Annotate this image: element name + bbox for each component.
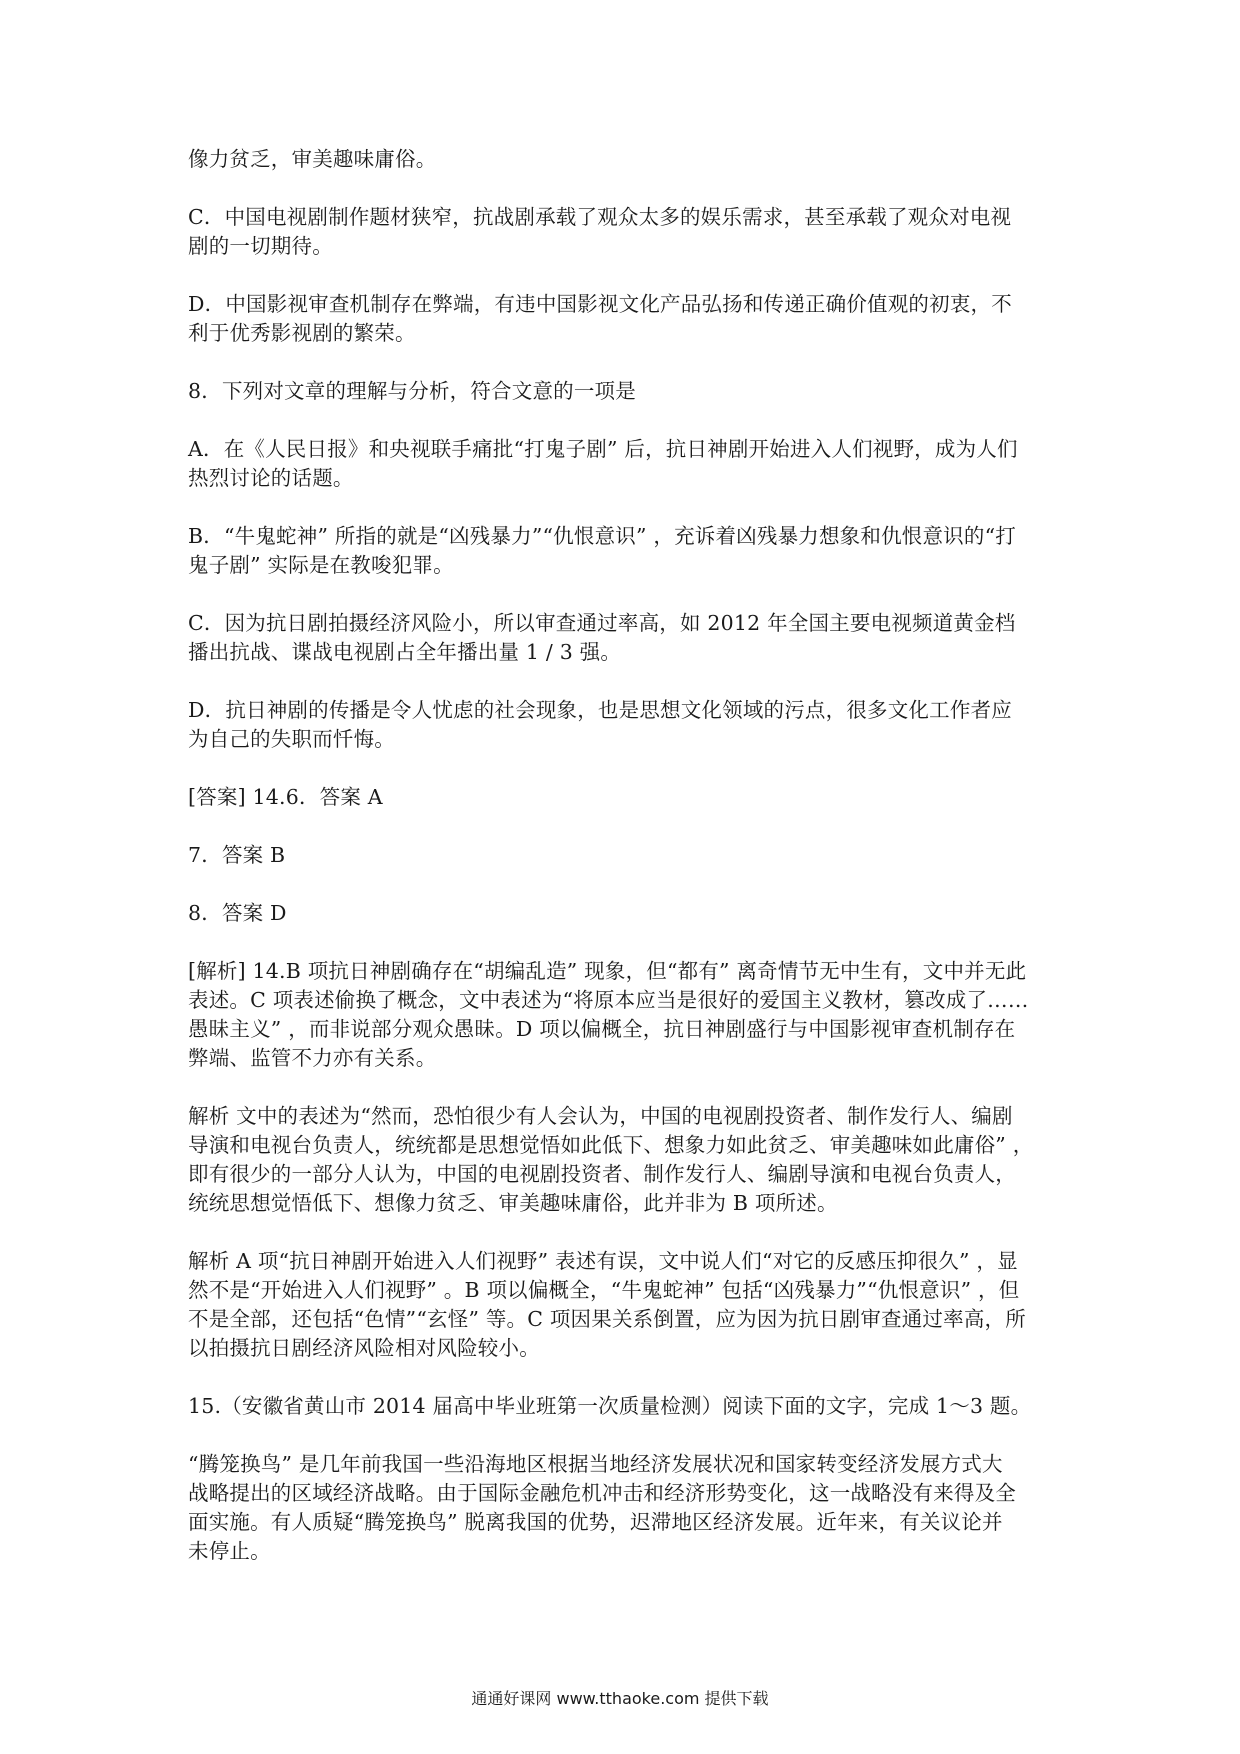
document-body [188,145,1064,1595]
text-line: 解析 A 项“抗日神剧开始进入人们视野” 表述有误，文中说人们“对它的反感压抑很久” ，显 [188,1249,1018,1273]
text-line: 像力贫乏，审美趣味庸俗。 [188,147,437,171]
option-d-paragraph [188,290,1064,348]
text-line: 15.（安徽省黄山市 2014 届高中毕业班第一次质量检测）阅读下面的文字，完成 1～3 题。 [188,1394,1032,1418]
text-line: 导演和电视台负责人，统统都是思想觉悟如此低下、想象力如此贫乏、审美趣味如此庸俗” ， [188,1133,1034,1157]
text-line: B．“牛鬼蛇神” 所指的就是“凶残暴力”“仇恨意识” ，充诉着凶残暴力想象和仇恨意识的“打 [188,524,1016,548]
text-line: 然不是“开始进入人们视野” 。B 项以偏概全，“牛鬼蛇神” 包括“凶残暴力”“仇恨意识” ，但 [188,1278,1020,1302]
text-line: A．在《人民日报》和央视联手痛批“打鬼子剧” 后，抗日神剧开始进入人们视野，成为人们 [188,437,1018,461]
paragraph [188,145,1064,174]
text-line: 以拍摄抗日剧经济风险相对风险较小。 [188,1336,540,1360]
analysis-7 [188,1102,1064,1218]
text-line: [答案] 14.6．答案 A [188,785,383,809]
text-line: 弊端、监管不力亦有关系。 [188,1046,437,1070]
answer-7 [188,841,1064,870]
answer-14-6 [188,783,1064,812]
option-c-paragraph [188,609,1064,667]
footer-text: 通通好课网 www.tthaoke.com 提供下载 [471,1689,769,1708]
text-line: 利于优秀影视剧的繁荣。 [188,321,416,345]
text-line: 愚昧主义” ，而非说部分观众愚昧。D 项以偏概全，抗日神剧盛行与中国影视审查机制存在 [188,1017,1016,1041]
answer-8 [188,899,1064,928]
text-line: 即有很少的一部分人认为，中国的电视剧投资者、制作发行人、编剧导演和电视台负责人， [188,1162,1016,1186]
text-line: C．中国电视剧制作题材狭窄，抗战剧承载了观众太多的娱乐需求，甚至承载了观众对电视 [188,205,1012,229]
text-line: “腾笼换鸟” 是几年前我国一些沿海地区根据当地经济发展状况和国家转变经济发展方式大 [188,1452,1003,1476]
reading-passage [188,1450,1064,1566]
text-line: D．抗日神剧的传播是令人忧虑的社会现象，也是思想文化领域的污点，很多文化工作者应 [188,698,1012,722]
option-b-paragraph [188,522,1064,580]
analysis-14 [188,957,1064,1073]
text-line: 不是全部，还包括“色情”“玄怪” 等。C 项因果关系倒置，应为因为抗日剧审查通过率高，所 [188,1307,1026,1331]
page-footer [0,1686,1240,1709]
option-c-paragraph [188,203,1064,261]
option-d-paragraph [188,696,1064,754]
text-line: 热烈讨论的话题。 [188,466,354,490]
text-line: [解析] 14.B 项抗日神剧确存在“胡编乱造” 现象，但“都有” 离奇情节无中生有，文中并无此 [188,959,1027,983]
text-line: 表述。C 项表述偷换了概念，文中表述为“将原本应当是很好的爱国主义教材，篡改成了…… [188,988,1029,1012]
text-line: D．中国影视审查机制存在弊端，有违中国影视文化产品弘扬和传递正确价值观的初衷，不 [188,292,1012,316]
text-line: 统统思想觉悟低下、想像力贫乏、审美趣味庸俗，此并非为 B 项所述。 [188,1191,838,1215]
text-line: 鬼子剧” 实际是在教唆犯罪。 [188,553,454,577]
text-line: 未停止。 [188,1539,271,1563]
text-line: 播出抗战、谍战电视剧占全年播出量 1 / 3 强。 [188,640,622,664]
text-line: 8．答案 D [188,901,287,925]
analysis-8 [188,1247,1064,1363]
option-a-paragraph [188,435,1064,493]
text-line: 解析 文中的表述为“然而，恐怕很少有人会认为，中国的电视剧投资者、制作发行人、编剧 [188,1104,1013,1128]
text-line: 为自己的失职而忏悔。 [188,727,395,751]
text-line: C．因为抗日剧拍摄经济风险小，所以审查通过率高，如 2012 年全国主要电视频道黄金档 [188,611,1016,635]
question-8 [188,377,1064,406]
text-line: 8．下列对文章的理解与分析，符合文意的一项是 [188,379,636,403]
text-line: 战略提出的区域经济战略。由于国际金融危机冲击和经济形势变化，这一战略没有来得及全 [188,1481,1016,1505]
text-line: 7．答案 B [188,843,286,867]
text-line: 面实施。有人质疑“腾笼换鸟” 脱离我国的优势，迟滞地区经济发展。近年来，有关议论并 [188,1510,1003,1534]
question-15-heading [188,1392,1064,1421]
text-line: 剧的一切期待。 [188,234,333,258]
